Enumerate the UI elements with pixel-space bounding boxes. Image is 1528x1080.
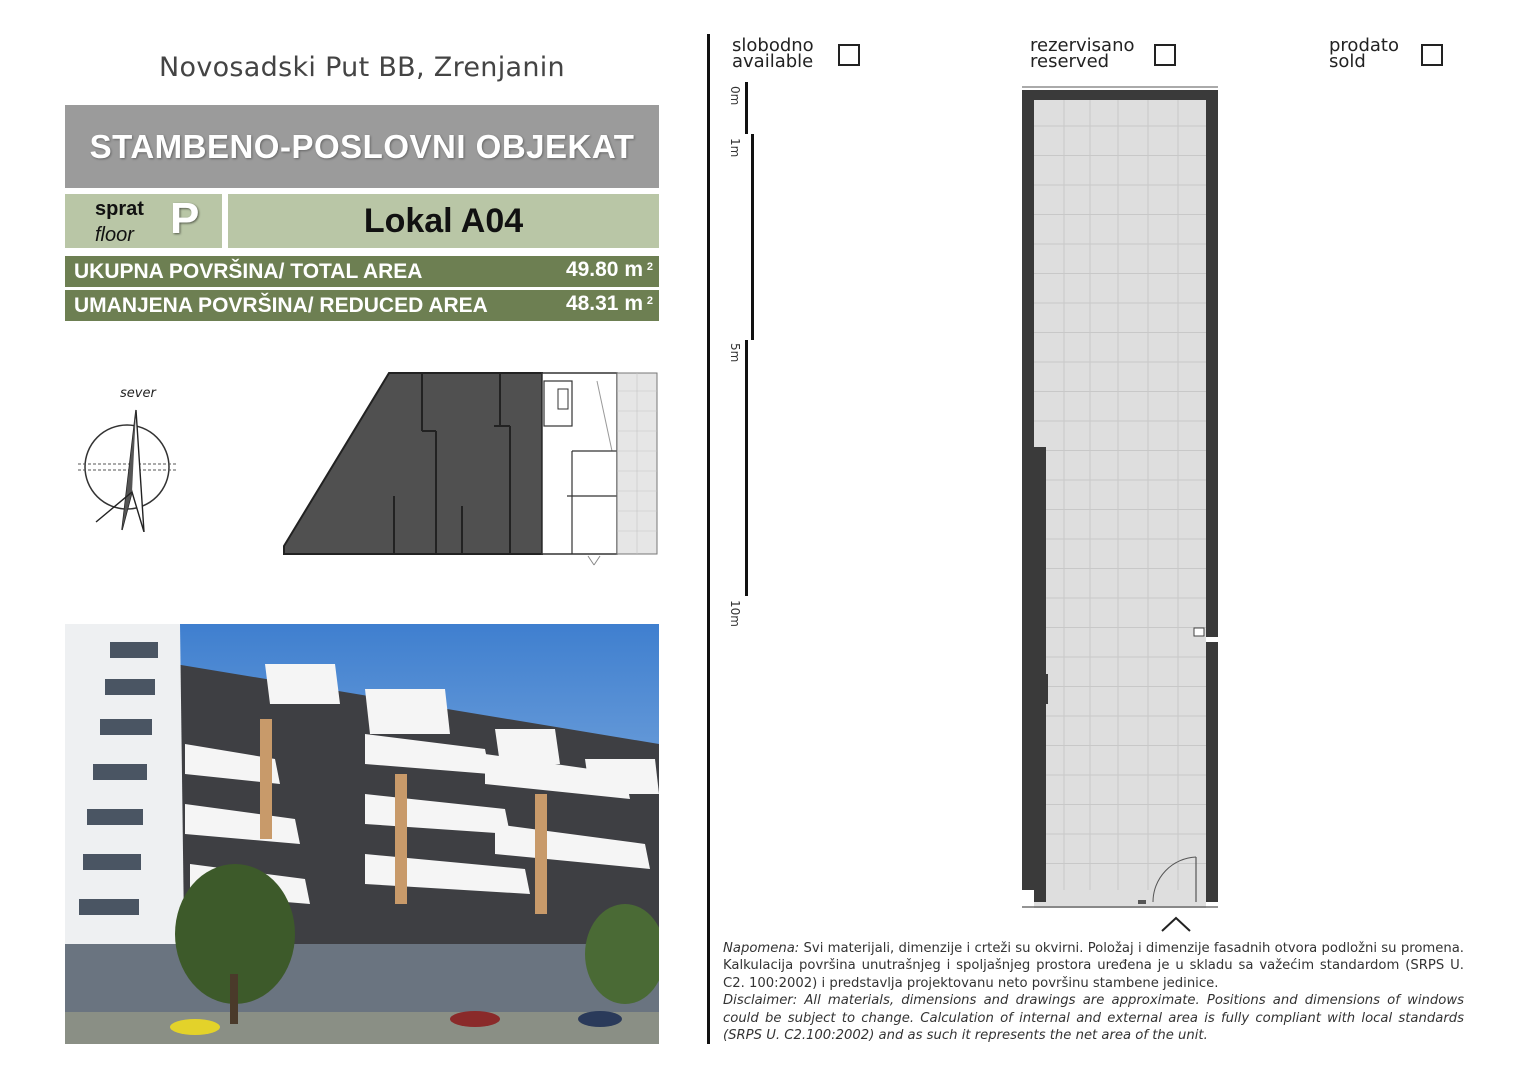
scale-tick-1: 1m	[728, 138, 742, 158]
total-area-number: 49.80 m	[565, 258, 643, 281]
note-sr-label: Napomena:	[723, 941, 800, 956]
checkbox-reserved[interactable]	[1154, 44, 1176, 66]
scale-tick-5: 5m	[728, 343, 742, 363]
reduced-area-label: UMANJENA POVRŠINA/ REDUCED AREA	[74, 294, 488, 317]
status-sold-sr: prodato	[1329, 35, 1399, 56]
status-available-en: available	[732, 51, 814, 72]
building-rendering	[65, 624, 659, 1044]
status-available	[732, 35, 814, 72]
note-en-label: Disclaimer:	[723, 993, 798, 1009]
status-reserved	[1030, 35, 1135, 72]
status-reserved-en: reserved	[1030, 51, 1110, 72]
reduced-area-value	[565, 292, 653, 316]
north-arrow-icon	[72, 382, 182, 532]
status-available-sr: slobodno	[732, 35, 814, 56]
floor-value: P	[170, 194, 200, 243]
total-area-value	[565, 258, 653, 282]
project-title: STAMBENO-POSLOVNI OBJEKAT	[89, 127, 635, 165]
scale-bar	[725, 78, 765, 638]
project-address: Novosadski Put BB, Zrenjanin	[159, 52, 565, 83]
north-label: sever	[120, 386, 156, 401]
area-unit-superscript: 2	[646, 295, 653, 307]
note-sr-text: Svi materijali, dimenzije i crteži su okvirni. Položaj i dimenzije fasadnih otvora podložni su promena. Kalkulacija površina unutrašnjeg i spoljašnjeg prostora uređena je u skladu sa važećim standardom (SRPS U. C2. 100:2002) i predstavlja projektovanu neto površinu stambene jedinice.	[723, 941, 1464, 991]
floor-label-en: floor	[95, 224, 134, 246]
disclaimer-note	[723, 940, 1464, 1044]
unit-floor-plan	[1018, 82, 1222, 938]
total-area-row	[65, 256, 659, 287]
area-unit-superscript: 2	[646, 261, 653, 273]
floor-label-sr: sprat	[95, 198, 144, 220]
status-reserved-sr: rezervisano	[1030, 35, 1135, 56]
status-sold-en: sold	[1329, 51, 1366, 72]
reduced-area-row	[65, 290, 659, 321]
column-divider	[707, 34, 710, 1044]
total-area-label: UKUPNA POVRŠINA/ TOTAL AREA	[74, 260, 423, 283]
unit-box	[228, 194, 659, 248]
status-sold	[1329, 35, 1399, 72]
unit-name: Lokal A04	[363, 201, 524, 240]
checkbox-available[interactable]	[838, 44, 860, 66]
project-title-band	[65, 105, 659, 188]
key-plan	[282, 371, 659, 567]
scale-tick-0: 0m	[728, 86, 742, 106]
note-en-text: All materials, dimensions and drawings are approximate. Positions and dimensions of windows could be subject to change. Calculation of internal and external area is fully compliant with local standards (SRPS U. C2.100:2002) and as such it represents the net area of the unit.	[723, 993, 1464, 1044]
checkbox-sold[interactable]	[1421, 44, 1443, 66]
scale-tick-10: 10m	[728, 600, 742, 627]
reduced-area-number: 48.31 m	[565, 292, 643, 315]
